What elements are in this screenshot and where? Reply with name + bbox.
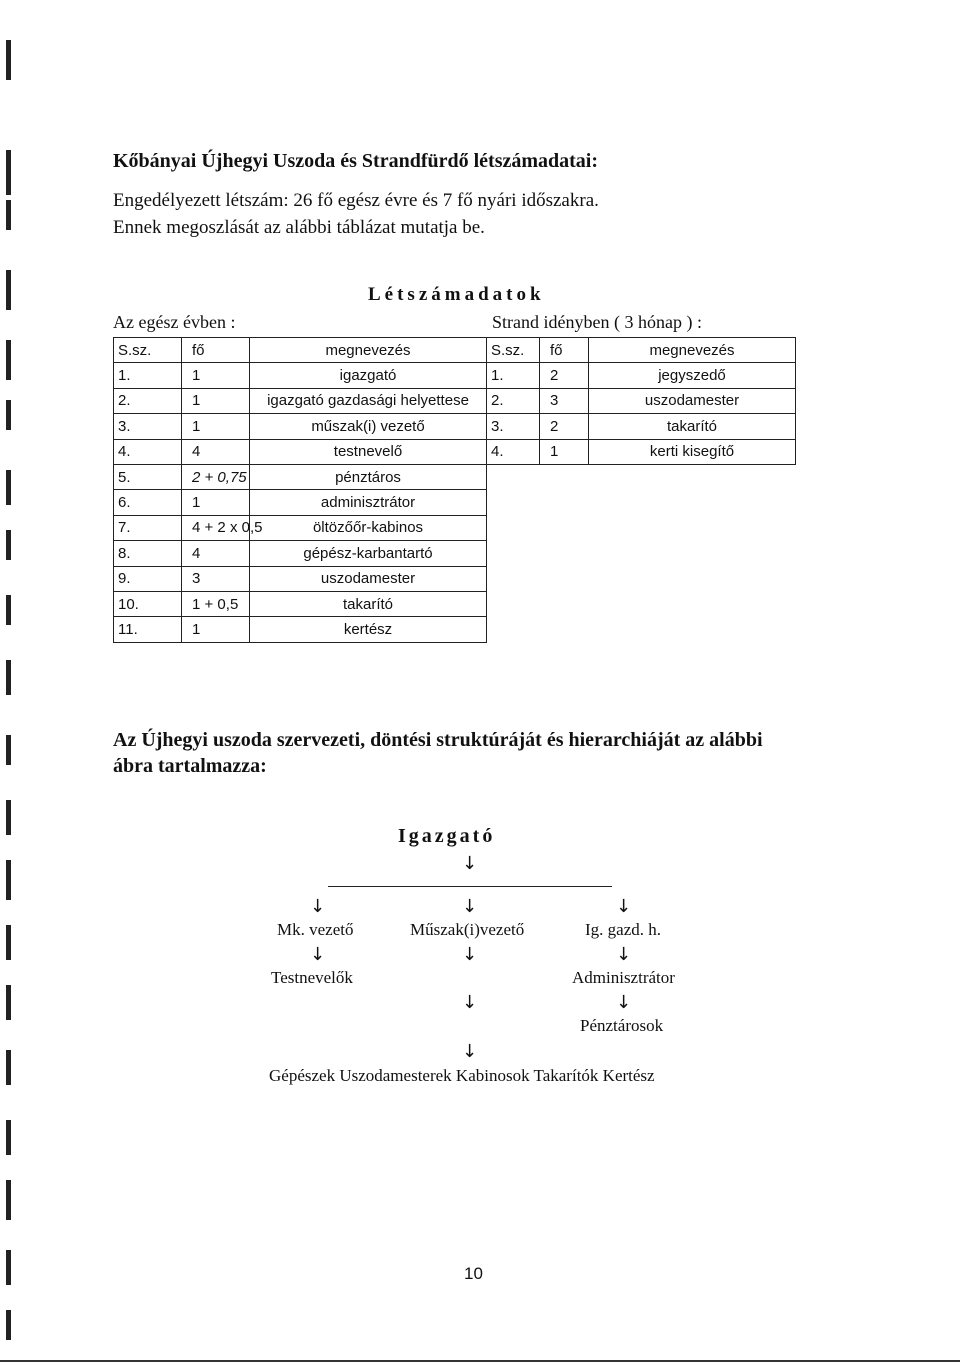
header-fo-left: fő (182, 338, 250, 363)
row-num: 11. (114, 617, 182, 642)
season-row-fo: 1 (540, 439, 589, 464)
empty-season-cell (487, 566, 796, 591)
row-fo: 4 + 2 x 0,5 (182, 515, 250, 540)
table-row (114, 490, 796, 515)
down-arrow-icon: ↓ (462, 853, 478, 874)
table-row (114, 617, 796, 642)
org-node-muszaki-vezeto: Műszak(i)vezető (410, 920, 525, 939)
down-arrow-icon: ↓ (462, 992, 478, 1013)
org-node-staff-groups: Gépészek Uszodamesterek Kabinosok Takarítók Kertész (269, 1066, 655, 1085)
season-row-fo: 2 (540, 414, 589, 439)
document-heading: Kőbányai Újhegyi Uszoda és Strandfürdő létszámadatai: (113, 150, 599, 172)
down-arrow-icon: ↓ (616, 992, 632, 1013)
header-megnevezes-right: megnevezés (589, 338, 796, 363)
empty-season-cell (487, 490, 796, 515)
row-num: 8. (114, 541, 182, 566)
header-megnevezes-left: megnevezés (250, 338, 487, 363)
season-row-num: 2. (487, 388, 540, 413)
row-fo: 2 + 0,75 (182, 464, 250, 489)
season-row-name: takarító (589, 414, 796, 439)
row-fo: 1 (182, 414, 250, 439)
row-fo: 1 (182, 490, 250, 515)
full-year-subtitle: Az egész évben : (113, 312, 236, 332)
row-name: öltözőőr-kabinos (250, 515, 487, 540)
row-fo: 1 (182, 617, 250, 642)
row-name: takarító (250, 591, 487, 616)
row-num: 1. (114, 363, 182, 388)
org-node-mk-vezeto: Mk. vezető (277, 920, 354, 939)
down-arrow-icon: ↓ (462, 1041, 478, 1062)
table-row (114, 388, 796, 413)
row-name: igazgató (250, 363, 487, 388)
org-node-ig-gazd-h: Ig. gazd. h. (585, 920, 662, 939)
row-fo: 4 (182, 439, 250, 464)
row-fo: 4 (182, 541, 250, 566)
season-row-num: 1. (487, 363, 540, 388)
row-num: 2. (114, 388, 182, 413)
season-row-num: 3. (487, 414, 540, 439)
row-name: gépész-karbantartó (250, 541, 487, 566)
row-num: 3. (114, 414, 182, 439)
row-name: igazgató gazdasági helyettese (250, 388, 487, 413)
org-branch-line (328, 886, 612, 887)
page-number: 10 (464, 1264, 483, 1283)
row-fo: 1 (182, 363, 250, 388)
season-row-name: uszodamester (589, 388, 796, 413)
org-node-penztarosok: Pénztárosok (580, 1016, 664, 1035)
empty-season-cell (487, 541, 796, 566)
row-fo: 3 (182, 566, 250, 591)
down-arrow-icon: ↓ (462, 896, 478, 917)
header-fo-right: fő (540, 338, 589, 363)
down-arrow-icon: ↓ (462, 944, 478, 965)
bottom-edge-line (0, 1360, 960, 1362)
table-row (114, 363, 796, 388)
row-fo: 1 + 0,5 (182, 591, 250, 616)
header-ssz-left: S.sz. (114, 338, 182, 363)
org-chart-heading: Az Újhegyi uszoda szervezeti, döntési struktúráját és hierarchiáját az alábbi ábra tartalmazza: (113, 729, 763, 777)
row-name: adminisztrátor (250, 490, 487, 515)
season-row-num: 4. (487, 439, 540, 464)
row-num: 9. (114, 566, 182, 591)
table-row (114, 591, 796, 616)
empty-season-cell (487, 515, 796, 540)
empty-season-cell (487, 617, 796, 642)
down-arrow-icon: ↓ (616, 896, 632, 917)
row-num: 7. (114, 515, 182, 540)
summer-season-subtitle: Strand idényben ( 3 hónap ) : (492, 312, 702, 332)
season-row-name: jegyszedő (589, 363, 796, 388)
row-name: műszak(i) vezető (250, 414, 487, 439)
row-name: uszodamester (250, 566, 487, 591)
row-num: 4. (114, 439, 182, 464)
row-name: testnevelő (250, 439, 487, 464)
intro-line-2: Ennek megoszlását az alábbi táblázat mutatja be. (113, 217, 485, 238)
down-arrow-icon: ↓ (616, 944, 632, 965)
row-name: kertész (250, 617, 487, 642)
table-header-row (114, 338, 796, 363)
table-row (114, 515, 796, 540)
row-num: 5. (114, 464, 182, 489)
header-ssz-right: S.sz. (487, 338, 540, 363)
table-row (114, 439, 796, 464)
season-row-fo: 3 (540, 388, 589, 413)
season-row-fo: 2 (540, 363, 589, 388)
row-num: 10. (114, 591, 182, 616)
table-row (114, 566, 796, 591)
staff-table (113, 337, 796, 643)
scan-binding-edge (0, 0, 26, 1365)
empty-season-cell (487, 591, 796, 616)
down-arrow-icon: ↓ (310, 896, 326, 917)
season-row-name: kerti kisegítő (589, 439, 796, 464)
table-row (114, 414, 796, 439)
org-node-director: Igazgató (398, 825, 496, 847)
table-row (114, 541, 796, 566)
down-arrow-icon: ↓ (310, 944, 326, 965)
row-fo: 1 (182, 388, 250, 413)
org-node-adminisztrator: Adminisztrátor (572, 968, 675, 987)
org-node-testnevelok: Testnevelők (271, 968, 353, 987)
table-title: Létszámadatok (368, 284, 545, 305)
row-num: 6. (114, 490, 182, 515)
empty-season-cell (487, 464, 796, 489)
intro-line-1: Engedélyezett létszám: 26 fő egész évre és 7 fő nyári időszakra. (113, 190, 599, 211)
row-name: pénztáros (250, 464, 487, 489)
table-row (114, 464, 796, 489)
